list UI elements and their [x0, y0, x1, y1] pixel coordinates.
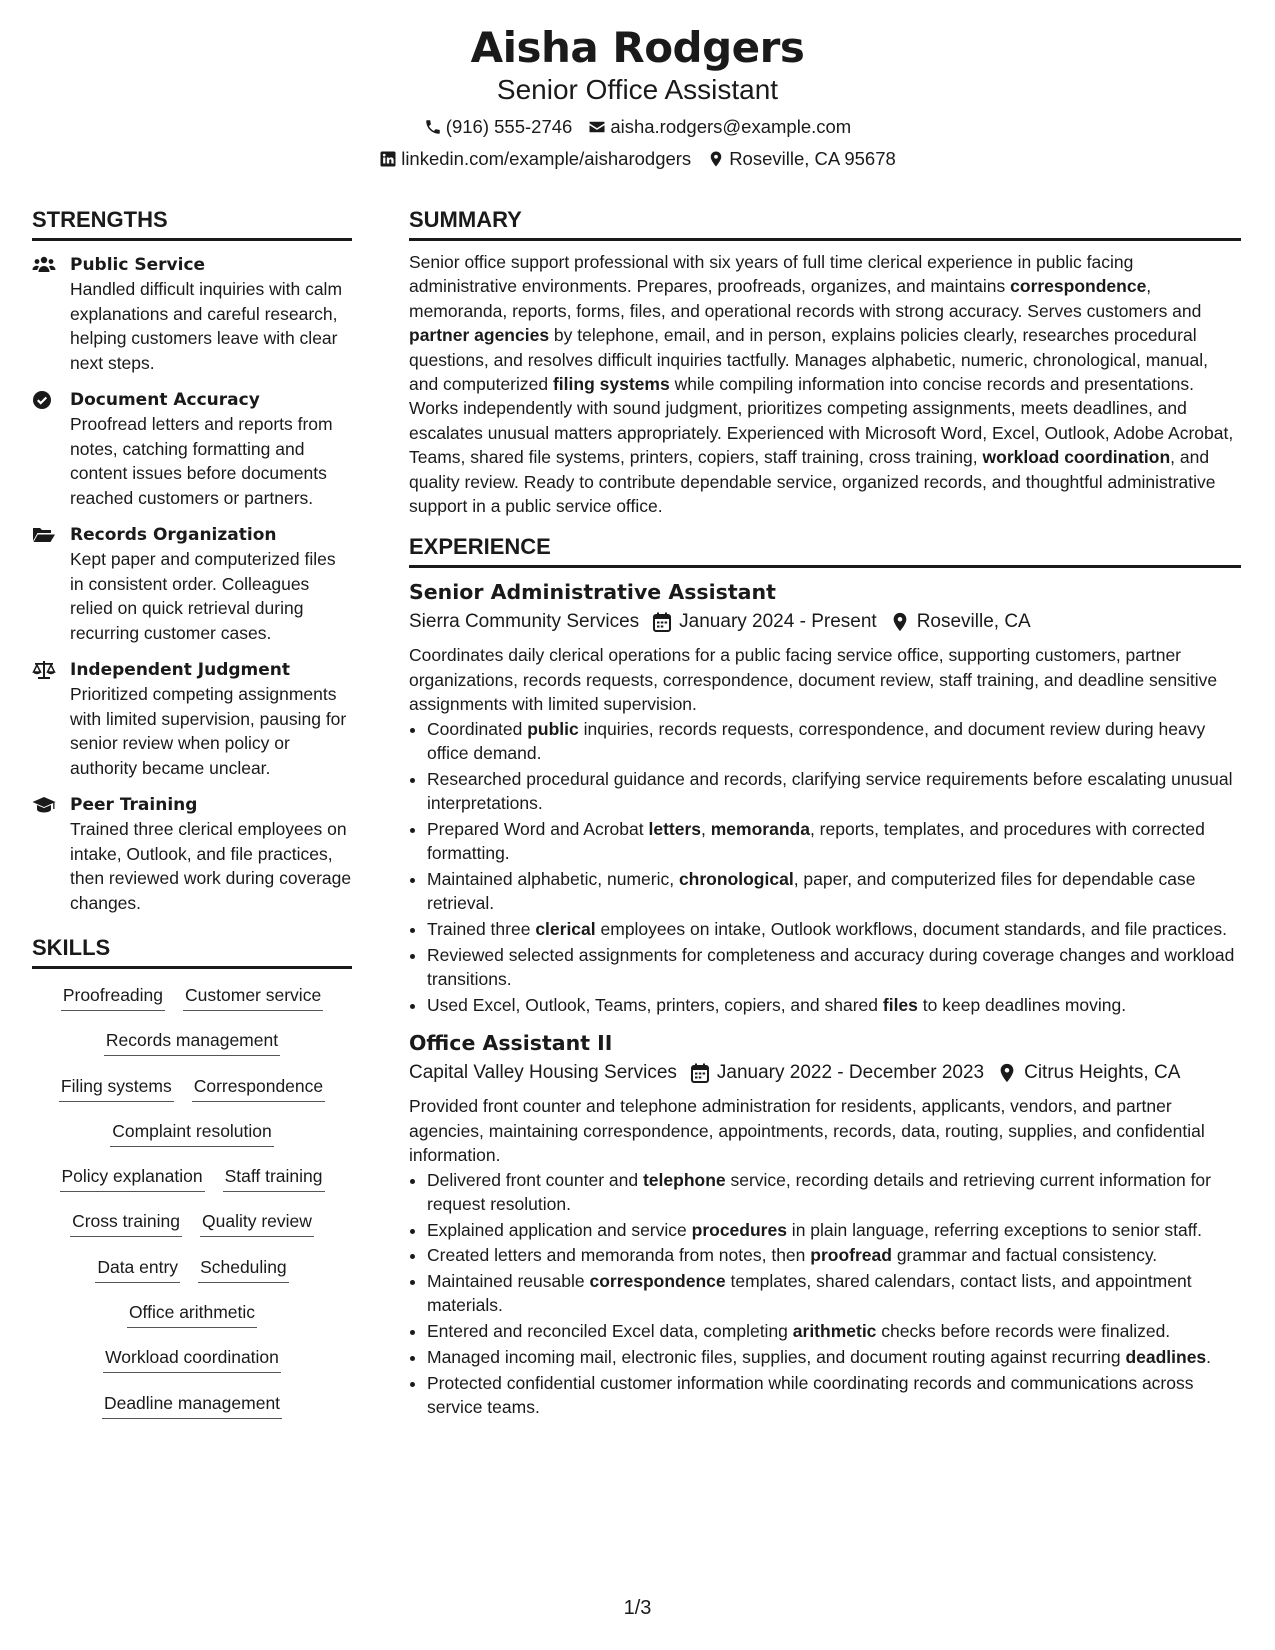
users-icon	[32, 253, 70, 375]
job-title: Office Assistant II	[409, 1031, 613, 1056]
calendar-icon	[653, 612, 671, 632]
bullet-item: • Reviewed selected assignments for completeness and accuracy during coverage changes and workload transitions.	[427, 943, 1241, 992]
right-column	[409, 207, 1241, 1421]
skill-tag: Quality review	[200, 1209, 314, 1237]
map-pin-icon	[998, 1063, 1016, 1083]
date-range: January 2024 - Present	[679, 611, 877, 633]
skill-tag: Filing systems	[59, 1074, 174, 1102]
linkedin-url[interactable]: linkedin.com/example/aisharodgers	[401, 148, 692, 169]
strength-description: Handled difficult inquiries with calm explanations and careful research, helping customers leave with clear next steps.	[70, 279, 343, 373]
job-meta	[409, 1060, 1241, 1086]
strength-item	[32, 658, 352, 780]
job-bullets	[409, 717, 1241, 1018]
bullet-item: • Trained three clerical employees on intake, Outlook workflows, document standards, and file practices.	[427, 917, 1241, 941]
contact-row-2	[0, 148, 1275, 170]
scale-icon	[32, 658, 70, 780]
strengths-list	[32, 253, 352, 915]
map-pin-icon	[707, 150, 725, 168]
email-contact[interactable]	[588, 116, 851, 138]
strength-item	[32, 523, 352, 645]
job-description: Coordinates daily clerical operations for a public facing service office, supporting customers, partner organizations, records requests, correspondence, document review, staff training, and deadline sensitive assignments with limited supervision.	[409, 645, 1218, 715]
folder-open-icon	[32, 523, 70, 645]
linkedin-icon	[379, 150, 397, 168]
bold-keyword: proofread	[810, 1245, 892, 1266]
phone-icon	[424, 118, 442, 136]
bullet-item: • Prepared Word and Acrobat letters, memoranda, reports, templates, and procedures with corrected formatting.	[427, 817, 1241, 866]
location-contact	[707, 148, 896, 170]
candidate-title: Senior Office Assistant	[496, 74, 779, 105]
bold-keyword: arithmetic	[792, 1321, 877, 1342]
bold-keyword: telephone	[642, 1169, 726, 1190]
skill-row	[32, 1345, 352, 1390]
bold-keyword: chronological	[678, 869, 794, 890]
bullet-item: • Protected confidential customer information while coordinating records and communications across service teams.	[427, 1371, 1241, 1420]
strength-name: Independent Judgment	[70, 660, 291, 680]
job-location	[891, 609, 1031, 635]
strength-name: Document Accuracy	[70, 390, 260, 410]
company-name: Capital Valley Housing Services	[409, 1062, 677, 1084]
bullet-item: • Maintained reusable correspondence templates, shared calendars, contact lists, and appointment materials.	[427, 1269, 1241, 1318]
bold-keyword: partner agencies	[409, 325, 550, 346]
strength-name: Records Organization	[70, 525, 277, 545]
skill-tag: Deadline management	[102, 1391, 282, 1419]
skill-tag: Proofreading	[61, 983, 165, 1011]
bold-keyword: filing systems	[552, 374, 670, 395]
strength-description: Kept paper and computerized files in consistent order. Colleagues relied on quick retrieval during recurring customer cases.	[70, 549, 336, 643]
bullet-item: • Used Excel, Outlook, Teams, printers, copiers, and shared files to keep deadlines moving.	[427, 993, 1241, 1017]
bullet-item: • Maintained alphabetic, numeric, chronological, paper, and computerized files for dependable case retrieval.	[427, 867, 1241, 916]
skill-tag: Scheduling	[198, 1255, 289, 1283]
contact-row-1	[0, 116, 1275, 138]
bold-keyword: deadlines	[1125, 1346, 1207, 1367]
strength-description: Prioritized competing assignments with limited supervision, pausing for senior review when policy or authority became unclear.	[70, 684, 347, 778]
job-entry	[409, 1029, 1241, 1419]
envelope-icon	[588, 118, 606, 136]
check-circle-icon	[32, 388, 70, 510]
bold-keyword: correspondence	[1010, 276, 1147, 297]
skill-row	[32, 1164, 352, 1209]
bold-keyword: correspondence	[589, 1271, 726, 1292]
skill-tag: Policy explanation	[60, 1164, 205, 1192]
company-name: Sierra Community Services	[409, 611, 640, 633]
bold-keyword: files	[882, 994, 918, 1015]
bullet-item: • Entered and reconciled Excel data, completing arithmetic checks before records were finalized.	[427, 1319, 1241, 1343]
bold-keyword: procedures	[691, 1219, 787, 1240]
strength-item	[32, 793, 352, 915]
skill-tag: Customer service	[183, 983, 323, 1011]
strength-name: Public Service	[70, 255, 206, 275]
strength-item	[32, 253, 352, 375]
skill-tag: Correspondence	[192, 1074, 325, 1102]
skills-heading: SKILLS	[32, 935, 352, 969]
bold-keyword: memoranda	[710, 818, 810, 839]
skill-tag: Records management	[104, 1028, 280, 1056]
job-bullets	[409, 1168, 1241, 1420]
strengths-heading: STRENGTHS	[32, 207, 352, 241]
bold-keyword: workload coordination	[982, 447, 1171, 468]
strength-description: Trained three clerical employees on intake, Outlook, and file practices, then reviewed work during coverage changes.	[70, 819, 352, 913]
email-address[interactable]: aisha.rodgers@example.com	[610, 116, 852, 137]
skill-tag: Office arithmetic	[127, 1300, 257, 1328]
summary-heading: SUMMARY	[409, 207, 1241, 241]
date-range: January 2022 - December 2023	[716, 1062, 985, 1084]
strength-name: Peer Training	[70, 795, 198, 815]
skill-row	[32, 1391, 352, 1436]
skill-tag: Workload coordination	[103, 1345, 281, 1373]
skill-tag: Data entry	[95, 1255, 180, 1283]
skill-row	[32, 1119, 352, 1164]
map-pin-icon	[891, 612, 909, 632]
bullet-item: • Delivered front counter and telephone service, recording details and retrieving current information for request resolution.	[427, 1168, 1241, 1217]
skill-row	[32, 983, 352, 1028]
bullet-item: • Explained application and service procedures in plain language, referring exceptions to senior staff.	[427, 1218, 1241, 1242]
skill-tag: Staff training	[223, 1164, 325, 1192]
bold-keyword: public	[527, 718, 579, 739]
location-text: Roseville, CA 95678	[729, 148, 896, 169]
job-description: Provided front counter and telephone administration for residents, applicants, vendors, and partner agencies, maintaining correspondence, appointments, records, data, routing, supplies, and confidential information.	[409, 1096, 1205, 1166]
skill-tag: Complaint resolution	[110, 1119, 274, 1147]
skill-row	[32, 1300, 352, 1345]
location-text: Roseville, CA	[916, 611, 1031, 633]
graduation-cap-icon	[32, 793, 70, 915]
skill-row	[32, 1028, 352, 1073]
strength-item	[32, 388, 352, 510]
bold-keyword: clerical	[535, 919, 596, 940]
calendar-icon	[691, 1063, 709, 1083]
resume-header	[0, 22, 1275, 170]
phone-number: (916) 555-2746	[445, 116, 573, 137]
experience-heading: EXPERIENCE	[409, 534, 1241, 568]
job-meta	[409, 609, 1241, 635]
left-column	[32, 207, 352, 1436]
skill-row	[32, 1074, 352, 1119]
summary-text: Senior office support professional with six years of full time clerical experience in public facing administrative environments. Prepares, proofreads, organizes, and maintains correspondence, memoranda, reports, forms, files, and operational records with strong accuracy. Serves customers and partner agencies by telephone, email, and in person, explains policies clearly, researches procedural questions, and resolves difficult inquiries tactfully. Manages alphabetic, numeric, chronological, manual, and computerized filing systems while compiling information into concise records and presentations. Works independently with sound judgment, prioritizes competing assignments, meets deadlines, and escalates unusual matters appropriately. Experienced with Microsoft Word, Excel, Outlook, Adobe Acrobat, Teams, shared file systems, printers, copiers, staff training, cross training, workload coordination, and quality review. Ready to contribute dependable service, organized records, and thoughtful administrative support in a public service office.	[409, 252, 1234, 517]
job-location	[998, 1060, 1180, 1086]
location-text: Citrus Heights, CA	[1024, 1062, 1181, 1084]
linkedin-contact[interactable]	[379, 148, 691, 170]
bullet-item: • Researched procedural guidance and records, clarifying service requirements before escalating unusual interpretations.	[427, 767, 1241, 816]
bullet-item: • Created letters and memoranda from notes, then proofread grammar and factual consistency.	[427, 1243, 1241, 1267]
skill-tag: Cross training	[70, 1209, 182, 1237]
skills-list	[32, 983, 352, 1436]
page-number: 1/3	[623, 1597, 652, 1619]
job-dates	[691, 1060, 984, 1086]
skill-row	[32, 1209, 352, 1254]
job-dates	[653, 609, 877, 635]
candidate-name: Aisha Rodgers	[470, 23, 805, 72]
job-title: Senior Administrative Assistant	[409, 580, 776, 605]
job-entry	[409, 578, 1241, 1017]
bullet-item: • Coordinated public inquiries, records requests, correspondence, and document review during heavy office demand.	[427, 717, 1241, 766]
bold-keyword: letters	[648, 818, 702, 839]
skill-row	[32, 1255, 352, 1300]
bullet-item: • Managed incoming mail, electronic files, supplies, and document routing against recurring deadlines.	[427, 1345, 1241, 1369]
phone-contact	[424, 116, 573, 138]
strength-description: Proofread letters and reports from notes, catching formatting and content issues before documents reached customers or partners.	[70, 414, 333, 508]
